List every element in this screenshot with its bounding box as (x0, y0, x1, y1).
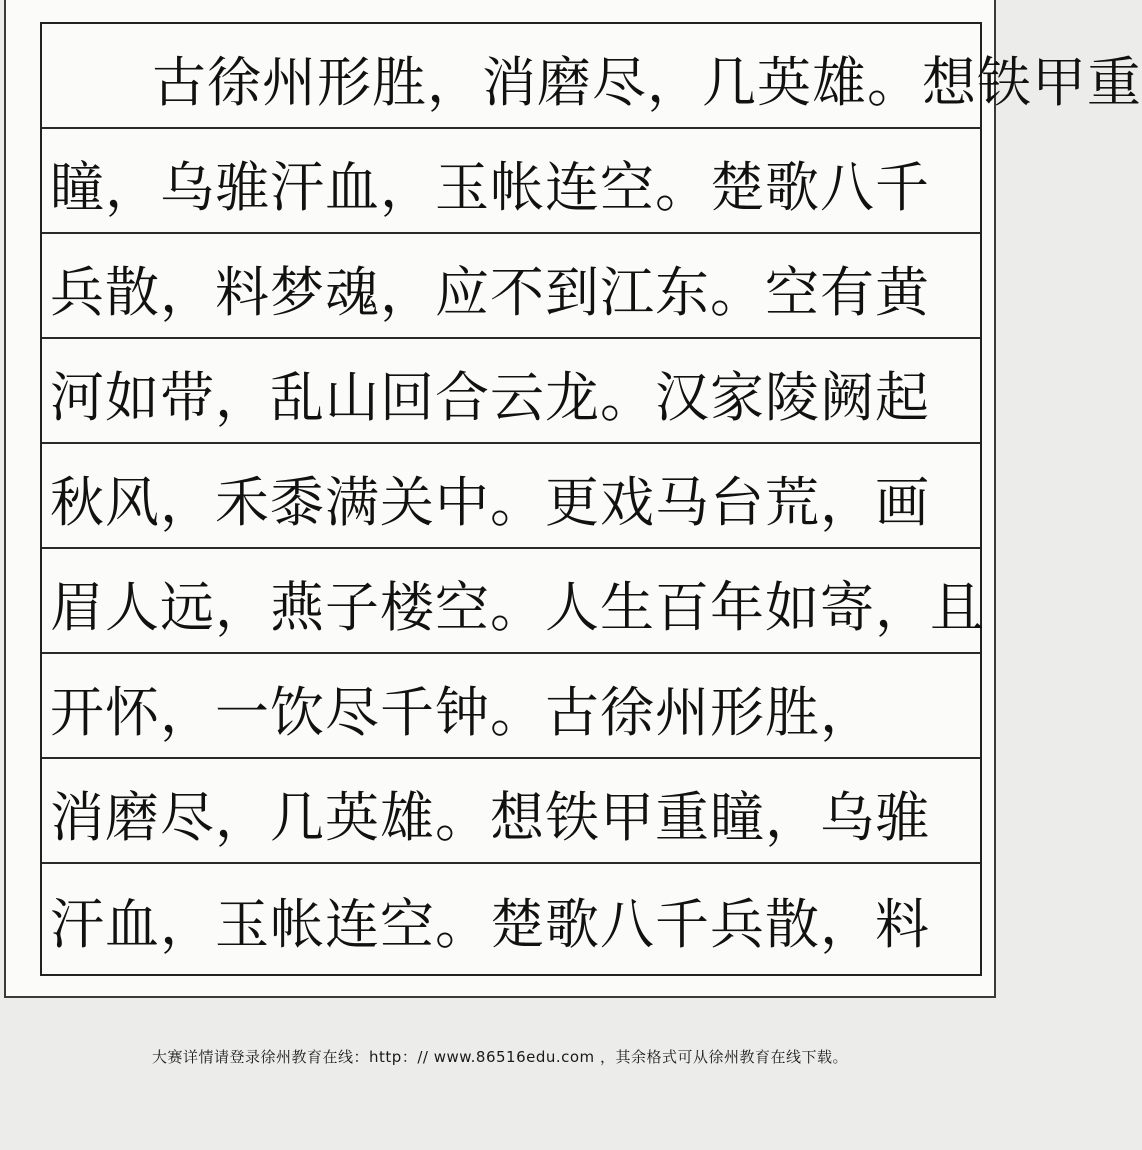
handwritten-line-7: 开怀，一饮尽千钟。古徐州形胜， (50, 681, 875, 744)
footer-notice: 大赛详情请登录徐州教育在线：http：// www.86516edu.com ，其余格式可从徐州教育在线下载。 (152, 1048, 848, 1066)
handwritten-line-9: 汗血，玉帐连空。楚歌八千兵散，料 (50, 893, 930, 956)
handwritten-line-4: 河如带，乱山回合云龙。汉家陵阙起 (50, 366, 930, 429)
grid-row-8 (42, 759, 980, 864)
handwritten-line-1: 古徐州形胜，消磨尽，几英雄。想铁甲重 (152, 51, 1142, 114)
handwritten-line-5: 秋风，禾黍满关中。更戏马台荒，画 (50, 471, 930, 534)
handwritten-line-6: 眉人远，燕子楼空。人生百年如寄，且 (50, 576, 985, 639)
grid-row-9 (42, 864, 980, 969)
grid-row-1 (42, 24, 1142, 129)
grid-row-5 (42, 444, 980, 549)
handwritten-line-2: 瞳，乌骓汗血，玉帐连空。楚歌八千 (50, 156, 930, 219)
grid-row-2 (42, 129, 980, 234)
grid-row-6 (42, 549, 985, 654)
grid-row-3 (42, 234, 980, 339)
handwritten-line-3: 兵散，料梦魂，应不到江东。空有黄 (50, 261, 930, 324)
practice-sheet (4, 0, 1142, 998)
grid-row-7 (42, 654, 980, 759)
writing-grid (40, 22, 1142, 976)
grid-row-4 (42, 339, 980, 444)
handwritten-line-8: 消磨尽，几英雄。想铁甲重瞳，乌骓 (50, 786, 930, 849)
